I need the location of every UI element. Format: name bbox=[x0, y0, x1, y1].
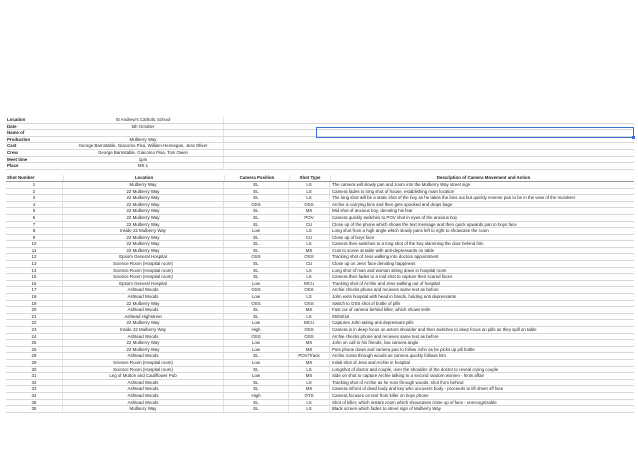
shot-number-cell[interactable]: 34 bbox=[31, 392, 37, 398]
shot-type-cell[interactable]: MS bbox=[288, 373, 329, 379]
meta-label[interactable]: Date bbox=[7, 123, 17, 129]
table-row bbox=[6, 222, 634, 229]
table-row bbox=[6, 235, 634, 242]
table-row bbox=[6, 281, 634, 288]
shot-type-cell[interactable]: LS bbox=[288, 314, 329, 320]
location-cell[interactable]: 22 Mulberry Way bbox=[62, 208, 223, 214]
camera-position-cell[interactable]: EL bbox=[223, 235, 288, 241]
location-cell[interactable]: 22 Mulberry Way bbox=[62, 195, 223, 201]
shot-number-cell[interactable]: 23 bbox=[31, 327, 37, 332]
table-row bbox=[6, 400, 634, 407]
table-row bbox=[6, 367, 634, 374]
selected-cell[interactable] bbox=[316, 127, 634, 138]
camera-position-cell[interactable]: Low bbox=[223, 373, 288, 379]
shot-number-cell[interactable]: 24 bbox=[31, 333, 37, 339]
shot-type-cell[interactable]: OSS bbox=[288, 327, 329, 333]
location-cell[interactable]: Science Room (Hospital room) bbox=[62, 367, 223, 373]
camera-position-cell[interactable]: EL bbox=[223, 406, 288, 412]
description-cell[interactable]: Cuts to scene at table with anti-depressants on table bbox=[329, 248, 634, 254]
table-row bbox=[6, 274, 634, 281]
shot-type-cell[interactable]: OSS bbox=[288, 254, 329, 260]
shot-number-cell[interactable]: 19 bbox=[31, 300, 37, 306]
meta-value[interactable]: George Barnstable, Giacomo Pisa, William Hennegan, Jess Oliver bbox=[78, 143, 208, 149]
shot-number-cell[interactable]: 3 bbox=[32, 195, 36, 201]
shot-number-cell[interactable]: 6 bbox=[32, 214, 36, 220]
description-cell[interactable]: Archie runsa through woods as camera quickly follows him bbox=[329, 353, 634, 359]
location-cell[interactable]: Science Room (Hospital room) bbox=[62, 261, 223, 267]
description-cell[interactable]: Camera fades to long shot of house, establishing main location bbox=[329, 189, 634, 195]
description-cell[interactable]: Mid shot of anxious boy, denoting his fear bbox=[329, 208, 634, 214]
shot-type-cell[interactable]: OSS bbox=[288, 202, 329, 208]
camera-position-cell[interactable]: Low bbox=[223, 228, 288, 234]
shot-number-cell[interactable]: 35 bbox=[31, 406, 37, 412]
shot-number-cell[interactable]: 20 bbox=[31, 307, 37, 313]
shot-type-cell[interactable]: LS bbox=[288, 274, 329, 280]
meta-label[interactable]: Location bbox=[7, 117, 26, 122]
description-cell[interactable]: Initial shot of Jess and Archie in hospital bbox=[329, 360, 634, 366]
table-row bbox=[6, 347, 634, 354]
shot-type-cell[interactable]: LS bbox=[288, 268, 329, 274]
table-row bbox=[6, 241, 634, 248]
shot-type-cell[interactable]: POV bbox=[288, 215, 329, 221]
shot-type-cell[interactable]: LS bbox=[288, 294, 329, 300]
camera-position-cell[interactable]: High bbox=[223, 327, 288, 333]
table-row bbox=[6, 406, 634, 413]
camera-position-cell[interactable]: Low bbox=[223, 320, 288, 326]
description-cell[interactable]: John on call to his friends, low camera angle bbox=[329, 340, 634, 346]
shot-type-cell[interactable]: MS bbox=[288, 340, 329, 346]
shot-number-cell[interactable]: 1 bbox=[32, 181, 36, 187]
table-row bbox=[6, 380, 634, 387]
shot-number-cell[interactable]: 25 bbox=[31, 340, 37, 346]
shot-type-cell[interactable]: LS bbox=[288, 182, 329, 188]
shot-type-cell[interactable]: MS bbox=[288, 360, 329, 366]
shot-type-cell[interactable]: MS bbox=[288, 208, 329, 214]
shot-number-cell[interactable]: 16 bbox=[31, 280, 37, 286]
location-cell[interactable]: Epsom General Hospital bbox=[62, 281, 223, 287]
location-cell[interactable]: 22 Mulberry Way bbox=[62, 320, 223, 326]
shot-list bbox=[6, 182, 634, 413]
shot-type-cell[interactable]: LS bbox=[288, 400, 329, 406]
meta-row bbox=[6, 163, 634, 170]
description-cell[interactable]: Long shot from a high angle which slowly pans left to right to showcase the room bbox=[329, 228, 634, 234]
shot-number-cell[interactable]: 35 bbox=[31, 399, 37, 405]
description-cell[interactable]: 05/03/18 bbox=[329, 314, 634, 320]
description-cell[interactable]: Camera quickly switches to POV shot in eyes of the anxious boy bbox=[329, 215, 634, 221]
location-cell[interactable]: Science Room (Hospital room) bbox=[62, 360, 223, 366]
shot-number-cell[interactable]: 21 bbox=[31, 313, 37, 319]
table-row bbox=[6, 254, 634, 261]
table-row bbox=[6, 195, 634, 202]
table-row bbox=[6, 202, 634, 209]
camera-position-cell[interactable]: OSS bbox=[223, 202, 288, 208]
description-cell[interactable]: Puts phone down and camera pan to follow John as he picks up pill bottle bbox=[329, 347, 634, 353]
description-cell[interactable]: The camera will slowly pan and zoom into the Mulberry Way street sign bbox=[329, 182, 634, 188]
camera-position-cell[interactable]: EL bbox=[223, 215, 288, 221]
table-row bbox=[6, 373, 634, 380]
location-cell[interactable]: 22 Mulberry Way bbox=[62, 241, 223, 247]
meta-label[interactable]: Cast bbox=[7, 143, 17, 149]
shot-table-header bbox=[6, 175, 634, 182]
description-cell[interactable]: Camera is in deep focus on actors shoulder and then switches to deep focus on pills as they spill on table bbox=[329, 327, 634, 333]
shot-number-cell[interactable]: 28 bbox=[31, 353, 37, 359]
description-cell[interactable]: Long shot of man and woman sitting down in hospital room bbox=[329, 268, 634, 274]
camera-position-cell[interactable]: EL bbox=[223, 386, 288, 392]
meta-label[interactable]: Name of bbox=[7, 130, 25, 136]
location-cell[interactable]: Mulberry Way bbox=[62, 406, 223, 412]
shot-type-cell[interactable]: MS bbox=[288, 248, 329, 254]
camera-position-cell[interactable]: EL bbox=[223, 261, 288, 267]
shot-type-cell[interactable]: LS bbox=[288, 189, 329, 195]
camera-position-cell[interactable]: EL bbox=[223, 208, 288, 214]
location-cell[interactable]: 22 Mulberry Way bbox=[62, 248, 223, 254]
shot-type-cell[interactable]: MS bbox=[288, 347, 329, 353]
camera-position-cell[interactable]: EL bbox=[223, 241, 288, 247]
shot-type-cell[interactable]: MCU bbox=[288, 320, 329, 326]
location-cell[interactable]: Inside 22 Mulberry Way bbox=[62, 327, 223, 333]
location-cell[interactable]: Ashtead Woods bbox=[62, 287, 223, 293]
shot-number-cell[interactable]: 18 bbox=[31, 294, 37, 300]
description-cell[interactable]: Camera infront of dead body and key who uncovers body - proceeds to lift sheet off face bbox=[329, 386, 634, 392]
empty-cell[interactable] bbox=[223, 163, 634, 169]
description-cell[interactable]: Tracking shot of Jess walking into doctors appointment bbox=[329, 254, 634, 260]
table-row bbox=[6, 268, 634, 275]
camera-position-cell[interactable]: EL bbox=[223, 268, 288, 274]
camera-position-cell[interactable]: Low bbox=[223, 340, 288, 346]
shot-type-cell[interactable]: CU bbox=[288, 222, 329, 228]
shot-number-cell[interactable]: 29 bbox=[31, 359, 37, 365]
table-row bbox=[6, 334, 634, 341]
empty-cell[interactable] bbox=[223, 143, 634, 149]
meta-value[interactable] bbox=[63, 130, 223, 136]
empty-cell[interactable] bbox=[223, 157, 634, 163]
table-row bbox=[6, 248, 634, 255]
table-row bbox=[6, 314, 634, 321]
location-cell[interactable]: Ashtead Woods bbox=[62, 334, 223, 340]
description-cell[interactable]: Fast cut of camera behind killer, which shows knife bbox=[329, 307, 634, 313]
shot-number-cell[interactable]: 13 bbox=[31, 261, 37, 267]
description-cell[interactable]: Camera then fades to a mid shot to capture their scared faces bbox=[329, 274, 634, 280]
meta-value[interactable]: Mulberry Way bbox=[129, 136, 157, 142]
shot-number-cell[interactable]: 7 bbox=[32, 221, 36, 227]
meta-value[interactable]: MS 1 bbox=[137, 163, 149, 169]
location-cell[interactable]: 22 Mulberry Way bbox=[62, 202, 223, 208]
description-cell[interactable]: Longshot of doctor and couple, over the shoulder of the doctor to reveal crying couple bbox=[329, 367, 634, 373]
location-cell[interactable]: 22 Mulberry Way bbox=[62, 340, 223, 346]
location-cell[interactable]: Mulberry Way bbox=[62, 182, 223, 188]
header-shot-type[interactable]: Shot Type bbox=[289, 175, 330, 181]
location-cell[interactable]: 22 Mulberry Way bbox=[62, 235, 223, 241]
camera-position-cell[interactable]: EL bbox=[223, 307, 288, 313]
table-row bbox=[6, 307, 634, 314]
description-cell[interactable]: John exits hospital with head in hands, holding anti depressants bbox=[329, 294, 634, 300]
shot-number-cell[interactable]: 33 bbox=[31, 386, 37, 392]
shot-number-cell[interactable]: 15 bbox=[31, 274, 37, 280]
camera-position-cell[interactable]: Low bbox=[223, 281, 288, 287]
table-row bbox=[6, 228, 634, 235]
camera-position-cell[interactable]: OSS bbox=[223, 287, 288, 293]
description-cell[interactable]: Side on shot to capture Archie talking to a second random women - hints affair bbox=[329, 373, 634, 379]
meta-row bbox=[6, 157, 634, 164]
description-cell[interactable]: Archie checks phone and recieves same text as before bbox=[329, 287, 634, 293]
shot-number-cell[interactable]: 5 bbox=[32, 208, 36, 214]
description-cell[interactable]: Camera focuses on text from killer on boys phone bbox=[329, 393, 634, 399]
production-details bbox=[6, 117, 634, 170]
camera-position-cell[interactable]: OSS bbox=[223, 254, 288, 260]
location-cell[interactable]: 22 Mulberry Way bbox=[62, 347, 223, 353]
shot-number-cell[interactable]: 4 bbox=[32, 201, 36, 207]
description-cell[interactable]: Tracking shot of Archie as he runs through woods, shot from behind bbox=[329, 380, 634, 386]
shot-type-cell[interactable]: LS bbox=[288, 241, 329, 247]
shot-number-cell[interactable]: 30 bbox=[31, 366, 37, 372]
location-cell[interactable]: Ashtead Woods bbox=[62, 386, 223, 392]
description-cell[interactable]: Switch to OSS shot of bottle of pills bbox=[329, 301, 634, 307]
shot-number-cell[interactable]: 26 bbox=[31, 346, 37, 352]
shot-number-cell[interactable]: 8 bbox=[32, 228, 36, 234]
camera-position-cell[interactable]: EL bbox=[223, 380, 288, 386]
meta-label[interactable]: Meet time bbox=[7, 156, 28, 162]
location-cell[interactable]: Ashtead Highstreet bbox=[62, 314, 223, 320]
location-cell[interactable]: Inside 22 Mulberry Way bbox=[62, 228, 223, 234]
shot-number-cell[interactable]: 11 bbox=[31, 247, 37, 253]
meta-row bbox=[6, 117, 634, 124]
shot-type-cell[interactable]: MCU bbox=[288, 281, 329, 287]
shot-type-cell[interactable]: OSS bbox=[288, 334, 329, 340]
location-cell[interactable]: Ashtead Woods bbox=[62, 294, 223, 300]
meta-value[interactable]: 1pm bbox=[138, 156, 148, 162]
camera-position-cell[interactable]: OSS bbox=[223, 301, 288, 307]
description-cell[interactable]: The long shot will be a static shot of the boy as he takes the bins out but quickly reverse pan to be in the view of the murderer bbox=[329, 195, 634, 201]
camera-position-cell[interactable]: EL bbox=[223, 189, 288, 195]
shot-type-cell[interactable]: LS bbox=[288, 406, 329, 412]
location-cell[interactable]: Leg of Mutton and Cauliflower Pub bbox=[62, 373, 223, 379]
location-cell[interactable]: 22 Mulberry Way bbox=[62, 301, 223, 307]
shot-type-cell[interactable]: CU bbox=[288, 261, 329, 267]
camera-position-cell[interactable]: EL bbox=[223, 222, 288, 228]
table-row bbox=[6, 215, 634, 222]
description-cell[interactable]: Archie checks phone and recieves same text as before bbox=[329, 334, 634, 340]
location-cell[interactable]: Ashtead Woods bbox=[62, 393, 223, 399]
location-cell[interactable]: 22 Mulberry Way bbox=[62, 222, 223, 228]
location-cell[interactable]: Science Room (Hospital room) bbox=[62, 268, 223, 274]
shot-number-cell[interactable]: 12 bbox=[31, 254, 37, 260]
shot-type-cell[interactable]: LS bbox=[288, 380, 329, 386]
camera-position-cell[interactable]: OSS bbox=[223, 334, 288, 340]
meta-value[interactable]: St Andrew's Catholic School bbox=[115, 117, 171, 122]
meta-label[interactable]: Production bbox=[7, 136, 31, 142]
table-row bbox=[6, 301, 634, 308]
header-description[interactable]: Description of Camera Movement and Action bbox=[330, 175, 634, 181]
location-cell[interactable]: Ashtead Woods bbox=[62, 307, 223, 313]
table-row bbox=[6, 287, 634, 294]
description-cell[interactable]: Close up on Jess' face denoting happiness bbox=[329, 261, 634, 267]
description-cell[interactable]: Close up of the phone which shows the text message and then quick upwards pan to boys face bbox=[329, 222, 634, 228]
shot-number-cell[interactable]: 10 bbox=[31, 241, 37, 247]
camera-position-cell[interactable]: EL bbox=[223, 182, 288, 188]
shot-type-cell[interactable]: OSS bbox=[288, 301, 329, 307]
shot-type-cell[interactable]: MS bbox=[288, 386, 329, 392]
camera-position-cell[interactable]: EL bbox=[223, 367, 288, 373]
empty-cell[interactable] bbox=[223, 150, 634, 156]
description-cell[interactable]: Camera then switches to a long shot of the boy slamming the door behind him bbox=[329, 241, 634, 247]
table-row bbox=[6, 208, 634, 215]
shot-number-cell[interactable]: 31 bbox=[31, 373, 37, 379]
shot-number-cell[interactable]: 22 bbox=[31, 320, 37, 326]
shot-type-cell[interactable]: MS bbox=[288, 307, 329, 313]
shot-number-cell[interactable]: 2 bbox=[32, 188, 36, 194]
camera-position-cell[interactable]: EL bbox=[223, 274, 288, 280]
table-row bbox=[6, 189, 634, 196]
location-cell[interactable]: 22 Mulberry Way bbox=[62, 189, 223, 195]
camera-position-cell[interactable]: EL bbox=[223, 400, 288, 406]
meta-value[interactable]: George Barnstable, Giacomo Pisa, Tom Owen bbox=[98, 149, 188, 155]
table-row bbox=[6, 294, 634, 301]
shot-type-cell[interactable]: LS bbox=[288, 195, 329, 201]
camera-position-cell[interactable]: EL bbox=[223, 314, 288, 320]
location-cell[interactable]: Ashtead Woods bbox=[62, 353, 223, 359]
meta-row bbox=[6, 150, 634, 157]
shot-type-cell[interactable]: LS bbox=[288, 367, 329, 373]
shot-number-cell[interactable]: 17 bbox=[31, 287, 37, 293]
table-row bbox=[6, 327, 634, 334]
meta-label[interactable]: Crew bbox=[7, 149, 18, 155]
description-cell[interactable]: Captures John taking anti depressant pills bbox=[329, 320, 634, 326]
camera-position-cell[interactable]: Low bbox=[223, 360, 288, 366]
location-cell[interactable]: Epsom General Hospital bbox=[62, 254, 223, 260]
spreadsheet bbox=[6, 117, 634, 413]
shot-type-cell[interactable]: OTS bbox=[288, 393, 329, 399]
empty-cell[interactable] bbox=[223, 117, 634, 123]
meta-value[interactable]: 5th October bbox=[131, 123, 155, 129]
header-location[interactable]: Location bbox=[63, 175, 224, 181]
shot-type-cell[interactable]: POV/Track bbox=[288, 353, 329, 359]
description-cell[interactable]: Archie is carrying bins and then gets spooked and drops bags bbox=[329, 202, 634, 208]
header-camera-position[interactable]: Camera Position bbox=[224, 175, 289, 181]
description-cell[interactable]: Black screen which fades to street sign of Mulberry Way bbox=[329, 406, 634, 412]
header-shot-number[interactable]: Shot Number bbox=[7, 175, 35, 181]
camera-position-cell[interactable]: EL bbox=[223, 195, 288, 201]
camera-position-cell[interactable]: High bbox=[223, 393, 288, 399]
description-cell[interactable]: Tracking shot of Archie and Jess walking out of hospital bbox=[329, 281, 634, 287]
shot-type-cell[interactable]: CU bbox=[288, 235, 329, 241]
description-cell[interactable]: Close up of boys face bbox=[329, 235, 634, 241]
table-row bbox=[6, 386, 634, 393]
shot-number-cell[interactable]: 14 bbox=[31, 267, 37, 273]
meta-row bbox=[6, 143, 634, 150]
fill-handle[interactable] bbox=[632, 136, 635, 139]
location-cell[interactable]: Ashtead Woods bbox=[62, 380, 223, 386]
table-row bbox=[6, 340, 634, 347]
table-row bbox=[6, 182, 634, 189]
table-row bbox=[6, 261, 634, 268]
table-row bbox=[6, 320, 634, 327]
meta-label[interactable]: Place bbox=[7, 163, 19, 169]
location-cell[interactable]: 22 Mulberry Way bbox=[62, 215, 223, 221]
camera-position-cell[interactable]: EL bbox=[223, 248, 288, 254]
shot-type-cell[interactable]: LS bbox=[288, 228, 329, 234]
location-cell[interactable]: Ashtead Woods bbox=[62, 400, 223, 406]
table-row bbox=[6, 393, 634, 400]
camera-position-cell[interactable]: Low bbox=[223, 294, 288, 300]
shot-type-cell[interactable]: OSS bbox=[288, 287, 329, 293]
table-row bbox=[6, 353, 634, 360]
camera-position-cell[interactable]: Low bbox=[223, 347, 288, 353]
table-row bbox=[6, 360, 634, 367]
shot-number-cell[interactable]: 32 bbox=[31, 379, 37, 385]
camera-position-cell[interactable]: EL bbox=[223, 353, 288, 359]
description-cell[interactable]: Shot of killer, which instant zoom which showcases close up of face - unrecognizable bbox=[329, 400, 634, 406]
location-cell[interactable]: Science Room (Hospital room) bbox=[62, 274, 223, 280]
shot-number-cell[interactable]: 9 bbox=[32, 234, 36, 240]
